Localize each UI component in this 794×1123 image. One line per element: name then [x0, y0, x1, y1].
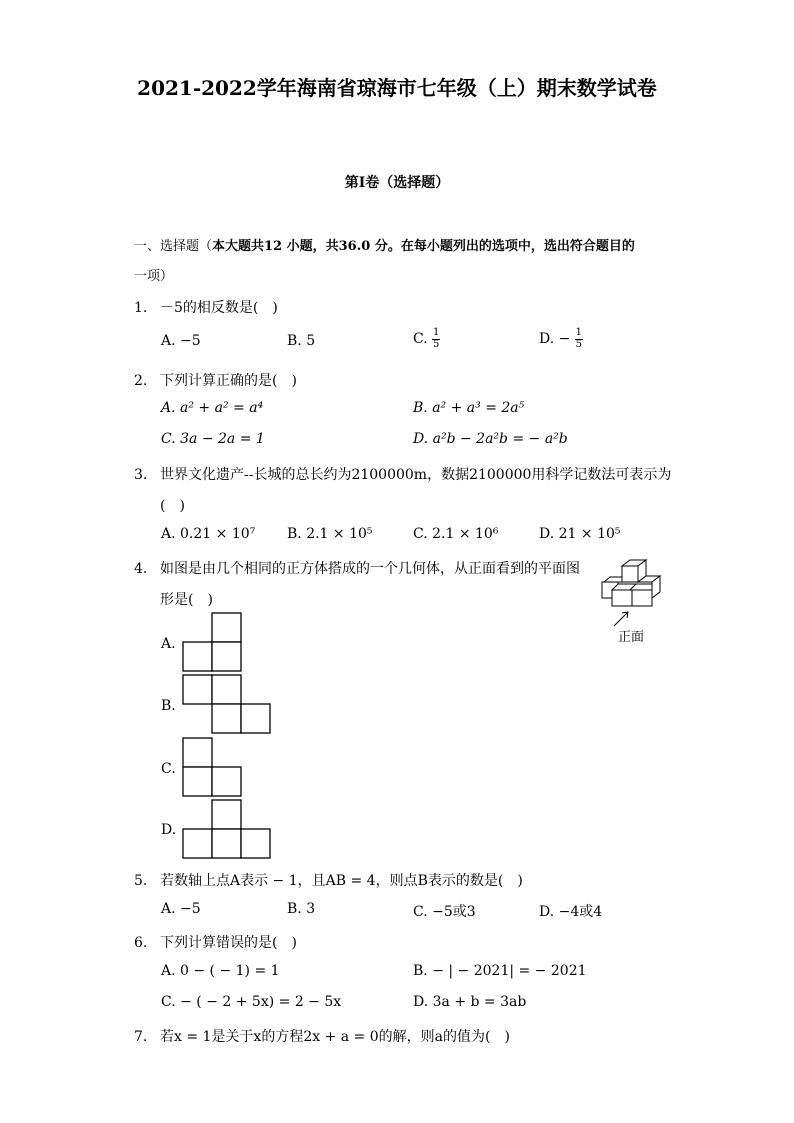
q5-option-d: D. −4或4	[539, 904, 603, 920]
q4-option-a-label: A.	[161, 636, 176, 652]
question-number: 3.	[134, 467, 148, 483]
q5-option-c: C. −5或3	[413, 904, 476, 920]
q1-option-a: A. −5	[161, 333, 201, 349]
q2-option-a: A. a² + a² = a⁴	[161, 400, 264, 416]
question-6	[134, 932, 297, 952]
question-7	[134, 1026, 510, 1046]
q6-option-c: C. − ( − 2 + 5x) = 2 − 5x	[161, 994, 342, 1010]
question-2	[134, 370, 297, 390]
question-number: 5.	[134, 873, 148, 889]
question-text: 如图是由几个相同的正方体搭成的一个几何体，从正面看到的平面图	[160, 561, 580, 577]
section-bold: 本大题共12 小题，共36.0 分。在每小题列出的选项中，选出符合题目的	[212, 239, 635, 254]
fraction: $\frac{1}{5}$	[432, 327, 440, 350]
exam-title: 2021-2022学年海南省琼海市七年级（上）期末数学试卷	[137, 76, 657, 100]
section-prefix: 一、选择题（	[134, 239, 213, 254]
q4-option-a-figure	[182, 612, 244, 674]
q4-option-b-label: B.	[161, 698, 176, 714]
question-number: 1.	[134, 300, 148, 316]
q3-option-d: D. 21 × 10⁵	[539, 526, 621, 542]
q5-option-b: B. 3	[287, 901, 316, 917]
question-text: 若x = 1是关于x的方程2x + a = 0的解，则a的值为( )	[160, 1029, 510, 1045]
q3-option-a: A. 0.21 × 10⁷	[161, 526, 256, 542]
q6-option-b: B. − | − 2021| = − 2021	[413, 963, 587, 979]
section-suffix: 一项）	[134, 269, 174, 284]
question-text: 下列计算正确的是( )	[160, 373, 297, 389]
q1-option-b: B. 5	[287, 333, 316, 349]
q6-option-a: A. 0 − ( − 1) = 1	[161, 963, 280, 979]
fraction: $\frac{1}{5}$	[575, 327, 582, 350]
question-number: 2.	[134, 373, 148, 389]
q3-option-b: B. 2.1 × 10⁵	[287, 526, 373, 542]
q4-option-d-label: D.	[161, 822, 177, 838]
section-instructions	[134, 232, 674, 292]
front-view-label: 正面	[618, 630, 645, 645]
volume-heading: 第Ⅰ卷（选择题）	[344, 175, 450, 191]
question-3	[134, 464, 671, 484]
q3-option-c: C. 2.1 × 10⁶	[413, 526, 499, 542]
q2-option-d: D. a²b − 2a²b = − a²b	[413, 431, 568, 447]
question-5	[134, 870, 523, 890]
question-3-cont: ( )	[160, 498, 185, 514]
question-4-cont: 形是( )	[160, 592, 213, 608]
q4-option-c-label: C.	[161, 761, 176, 777]
q6-option-d: D. 3a + b = 3ab	[413, 994, 527, 1010]
question-text: －5的相反数是( )	[160, 300, 278, 316]
q4-option-b-figure	[182, 674, 272, 736]
question-text: 若数轴上点A表示 − 1，且AB = 4，则点B表示的数是( )	[160, 873, 523, 889]
q1-option-c	[413, 328, 440, 350]
question-4	[134, 558, 580, 578]
question-number: 6.	[134, 935, 148, 951]
q2-option-c: C. 3a − 2a = 1	[161, 431, 265, 447]
question-1	[134, 297, 278, 317]
question-text: 世界文化遗产--长城的总长约为2100000m，数据2100000用科学记数法可表示为	[160, 467, 672, 483]
option-label: D. −	[539, 331, 571, 347]
question-number: 7.	[134, 1029, 148, 1045]
question-text: 下列计算错误的是( )	[160, 935, 297, 951]
option-label: C.	[413, 331, 433, 347]
q1-option-d	[539, 328, 583, 350]
question-number: 4.	[134, 561, 148, 577]
q5-option-a: A. −5	[161, 901, 201, 917]
q4-option-d-figure	[182, 799, 274, 861]
q2-option-b: B. a² + a³ = 2a⁵	[413, 400, 525, 416]
q4-option-c-figure	[182, 737, 244, 799]
